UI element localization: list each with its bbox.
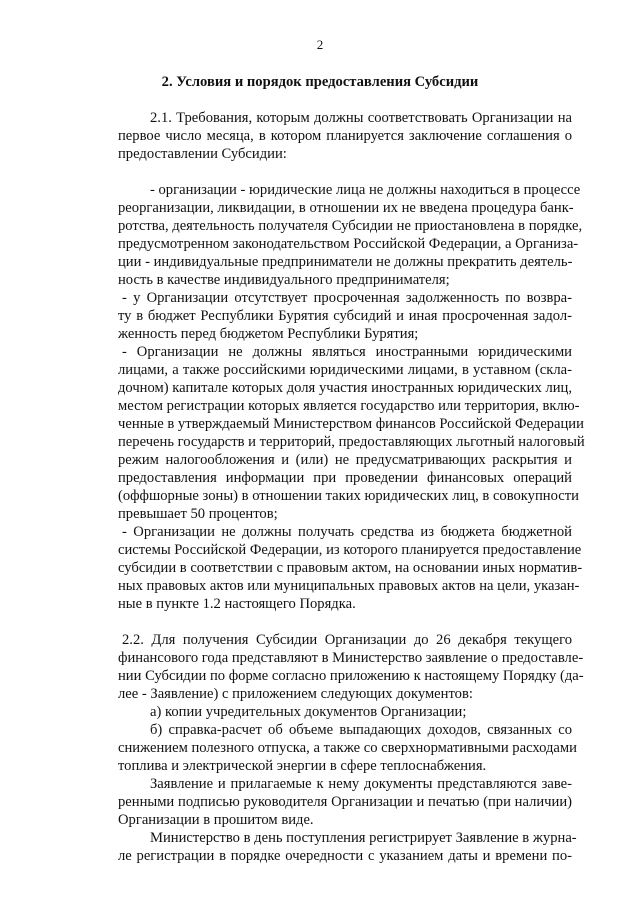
text-line: ту в бюджет Республики Бурятия субсидий и иная просроченная задол- bbox=[118, 308, 572, 324]
text-line: 2.2. Для получения Субсидии Организации до 26 декабря текущего bbox=[122, 632, 572, 648]
text-line: финансового года представляют в Министерство заявление о предоставле- bbox=[118, 650, 584, 666]
text-line: (оффшорные зоны) в отношении таких юридических лиц, в совокупности bbox=[118, 488, 579, 504]
text-line: 2.1. Требования, которым должны соответствовать Организации на bbox=[150, 110, 572, 126]
text-line: б) справка-расчет об объеме выпадающих доходов, связанных со bbox=[150, 722, 572, 738]
text-line: предусмотренном законодательством Российской Федерации, а Организа- bbox=[118, 236, 579, 252]
text-line: ченные в утверждаемый Министерством финансов Российской Федерации bbox=[118, 416, 584, 432]
text-line: Организации в прошитом виде. bbox=[118, 812, 314, 828]
text-line: - у Организации отсутствует просроченная задолженность по возвра- bbox=[122, 290, 572, 306]
text-line: - Организации не должны являться иностранными юридическими bbox=[122, 344, 572, 360]
text-line: субсидии в соответствии с правовым актом, на основании иных норматив- bbox=[118, 560, 583, 576]
text-line: ле регистрации в порядке очередности с указанием даты и времени по- bbox=[118, 848, 572, 864]
text-line: предоставлении Субсидии: bbox=[118, 146, 287, 162]
text-line: нии Субсидии по форме согласно приложению к настоящему Порядку (да- bbox=[118, 668, 584, 684]
text-line: Министерство в день поступления регистрирует Заявление в журна- bbox=[150, 830, 577, 846]
text-line: предоставления информации при проведении финансовых операций bbox=[118, 470, 572, 486]
text-line: первое число месяца, в котором планируется заключение соглашения о bbox=[118, 128, 572, 144]
text-line: системы Российской Федерации, из которого планируется предоставление bbox=[118, 542, 582, 558]
text-line: - Организации не должны получать средства из бюджета бюджетной bbox=[122, 524, 572, 540]
text-line: режим налогообложения и (или) не предусматривающих раскрытия и bbox=[118, 452, 572, 468]
text-line: ции - индивидуальные предприниматели не должны прекратить деятель- bbox=[118, 254, 573, 270]
text-line: местом регистрации которых является государство или территория, вклю- bbox=[118, 398, 580, 414]
text-line: ренными подписью руководителя Организации и печатью (при наличии) bbox=[118, 794, 572, 810]
text-line: топлива и электрической энергии в сфере теплоснабжения. bbox=[118, 758, 487, 774]
text-line: ность в качестве индивидуального предпринимателя; bbox=[118, 272, 450, 288]
text-line: - организации - юридические лица не должны находиться в процессе bbox=[150, 182, 581, 198]
text-line: ные в пункте 1.2 настоящего Порядка. bbox=[118, 596, 356, 612]
text-line: лее - Заявление) с приложением следующих документов: bbox=[118, 686, 473, 702]
page-number: 2 bbox=[316, 37, 324, 52]
text-line: снижением полезного отпуска, а также со сверхнормативными расходами bbox=[118, 740, 577, 756]
text-line: лицами, а также российскими юридическими лицами, в уставном (скла- bbox=[118, 362, 572, 378]
text-line: дочном) капитале которых доля участия иностранных юридических лиц, bbox=[118, 380, 572, 396]
text-line: женность перед бюджетом Республики Бурятия; bbox=[118, 326, 419, 342]
text-line: реорганизации, ликвидации, в отношении их не введена процедура банк- bbox=[118, 200, 574, 216]
text-line: превышает 50 процентов; bbox=[118, 506, 278, 522]
text-line: а) копии учредительных документов Организации; bbox=[150, 704, 467, 720]
section-title: 2. Условия и порядок предоставления Субсидии bbox=[161, 74, 479, 90]
text-line: ротства, деятельность получателя Субсидии не приостановлена в порядке, bbox=[118, 218, 583, 234]
text-line: Заявление и прилагаемые к нему документы представляются заве- bbox=[150, 776, 572, 792]
text-line: ных правовых актов или муниципальных правовых актов на цели, указан- bbox=[118, 578, 580, 594]
text-line: перечень государств и территорий, предоставляющих льготный налоговый bbox=[118, 434, 585, 450]
